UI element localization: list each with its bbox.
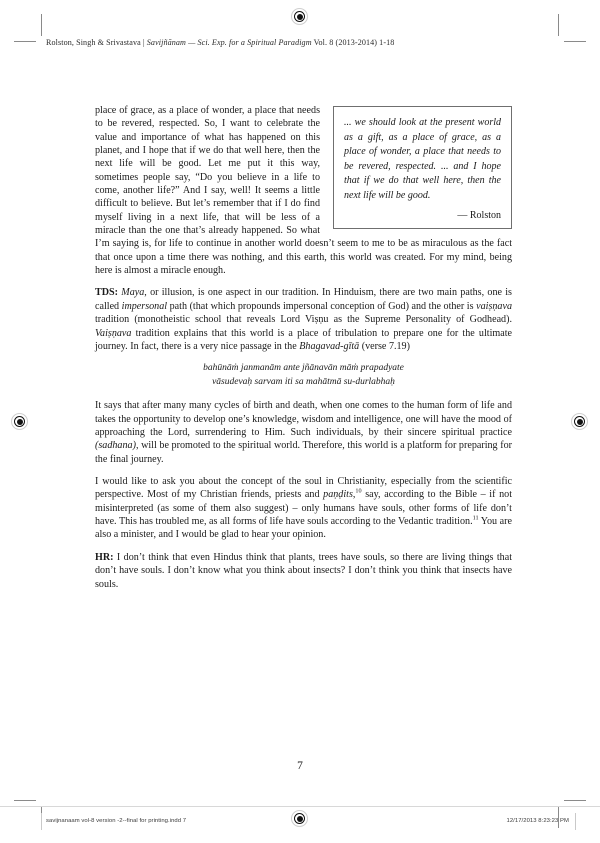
term-vaisnava-2: Vaiṣṇava: [95, 327, 132, 339]
print-footer-filename: savijnanaam vol-8 version -2--final for printing.indd 7: [46, 818, 187, 824]
pull-quote-box: [333, 106, 512, 229]
paragraph-hr-answer: [95, 551, 512, 591]
running-head-volume: Vol. 8 (2013-2014) 1-18: [313, 38, 395, 47]
registration-mark-top: [291, 8, 308, 25]
term-maya: Maya: [121, 287, 145, 299]
paragraph-rolston-continued: place of grace, as a place of wonder, a place that needs to be revered, respected. So, I want to celebrate the value and importance of what has happened on this planet, and I hope that if we do that well here, then the next life will be good. Let me put it this way, sometimes people say, “Do you believe in a life to come, another life?” And I say, well! It seems a little difficult to believe. But let’s remember that if I do find myself living in a next life, that will be less of a miracle than the one that’s already happened. So what I’m saying is, for life to continue in another world doesn’t seem to me to be as miraculous as the fact that once upon a time there was nothing, and this earth, this world was created. For my mind, being here is almost a miracle enough.: [95, 105, 512, 277]
term-sadhana: (sadhana): [95, 440, 136, 452]
running-head-journal: Savijñānam — Sci. Exp. for a Spiritual Paradigm: [146, 38, 312, 47]
page-canvas: [48, 26, 552, 816]
sanskrit-verse: [95, 362, 512, 389]
article-body: [95, 104, 512, 600]
running-head-separator-bar: |: [142, 38, 145, 47]
crop-mark-top-right-horizontal: [564, 41, 586, 42]
tds-text-e: tradition explains that this world is a place of tribulation to prepare one for the ultimate journey. In fact, there is a very nice passage in the: [95, 327, 512, 352]
speaker-label-tds: TDS:: [95, 287, 118, 299]
footnote-marker-10[interactable]: 10: [355, 488, 362, 496]
question-text-c: You are also a minister, and I would be glad to hear your opinion.: [95, 516, 512, 541]
registration-mark-right: [571, 413, 588, 430]
pull-quote-attribution: — Rolston: [457, 209, 501, 221]
term-impersonal: impersonal: [121, 300, 168, 312]
footnote-marker-11[interactable]: 11: [472, 514, 479, 522]
sanskrit-verse-line-1: bahūnāṁ janmanām ante jñānavān māṁ prapadyate: [203, 363, 404, 374]
question-text-a: I would like to ask you about the concept of the soul in Christianity, especially from the scientific perspective. Most of my Christian friends, priests and: [95, 476, 512, 501]
explanation-text-a: It says that after many many cycles of birth and death, when one comes to the human form of life and takes the opportunity to develop one’s knowledge, wisdom and intelligence, one will have the mood of approaching the Lord, surrendering to Him. Such individuals, by their sincere spiritual practice: [95, 400, 512, 439]
tds-text-b: , or illusion, is one aspect in our tradition. In Hinduism, there are two main paths, one is called: [95, 287, 512, 312]
tds-text-c: path (that which propounds impersonal conception of God) and the other is: [167, 300, 477, 312]
explanation-text-b: , will be promoted to the spiritual world. Therefore, this world is a platform for preparing for the final journey.: [95, 440, 512, 465]
print-footer-right-rule: [575, 813, 576, 830]
crop-mark-bottom-left-horizontal: [14, 800, 36, 801]
registration-mark-left: [11, 413, 28, 430]
term-pandits: paṇḍits: [323, 489, 353, 501]
crop-mark-top-left-vertical: [41, 14, 42, 36]
paragraph-verse-explanation: [95, 399, 512, 466]
page-number: 7: [297, 760, 303, 772]
crop-mark-top-left-horizontal: [14, 41, 36, 42]
print-footer-timestamp: 12/17/2013 8:23:23 PM: [506, 818, 569, 824]
speaker-label-hr: HR:: [95, 551, 114, 563]
paragraph-soul-question: [95, 475, 512, 542]
print-footer-left-rule: [41, 813, 42, 830]
comma-after-pandits: ,: [352, 489, 356, 501]
pull-quote-text: ... we should look at the present world as a gift, as a place of grace, as a place of wonder, a place that needs to be revered, respected. ... and I hope that if we do that well here, then the next life will be good.: [344, 117, 501, 201]
paragraph-tds-maya: [95, 286, 512, 353]
sanskrit-verse-line-2: vāsudevaḥ sarvam iti sa mahātmā su-durlabhaḥ: [212, 376, 395, 387]
term-bhagavad-gita: Bhagavad-gītā: [299, 340, 360, 352]
crop-mark-top-right-vertical: [558, 14, 559, 36]
term-vaisnava-1: vaiṣṇava: [476, 300, 512, 312]
crop-mark-bottom-right-horizontal: [564, 800, 586, 801]
running-head-authors: Rolston, Singh & Srivastava: [46, 38, 141, 47]
question-text-b: say, according to the Bible – if not misinterpreted (as some of them also suggest) – only humans have souls, other forms of life don’t have. This has troubled me, as all forms of life have souls according to the Vedantic tradition.: [95, 489, 513, 528]
hr-answer-text: I don’t think that even Hindus think that plants, trees have souls, so there are living things that don’t have souls. I don’t know what you think about insects? I don’t think you think that insects have souls.: [95, 551, 512, 590]
print-info-bar: [0, 806, 600, 843]
tds-text-d: tradition (monotheistic school that reveals Lord Viṣṇu as the Supreme Personality of Godhead).: [95, 314, 512, 326]
verse-reference: (verse 7.19): [359, 340, 410, 352]
